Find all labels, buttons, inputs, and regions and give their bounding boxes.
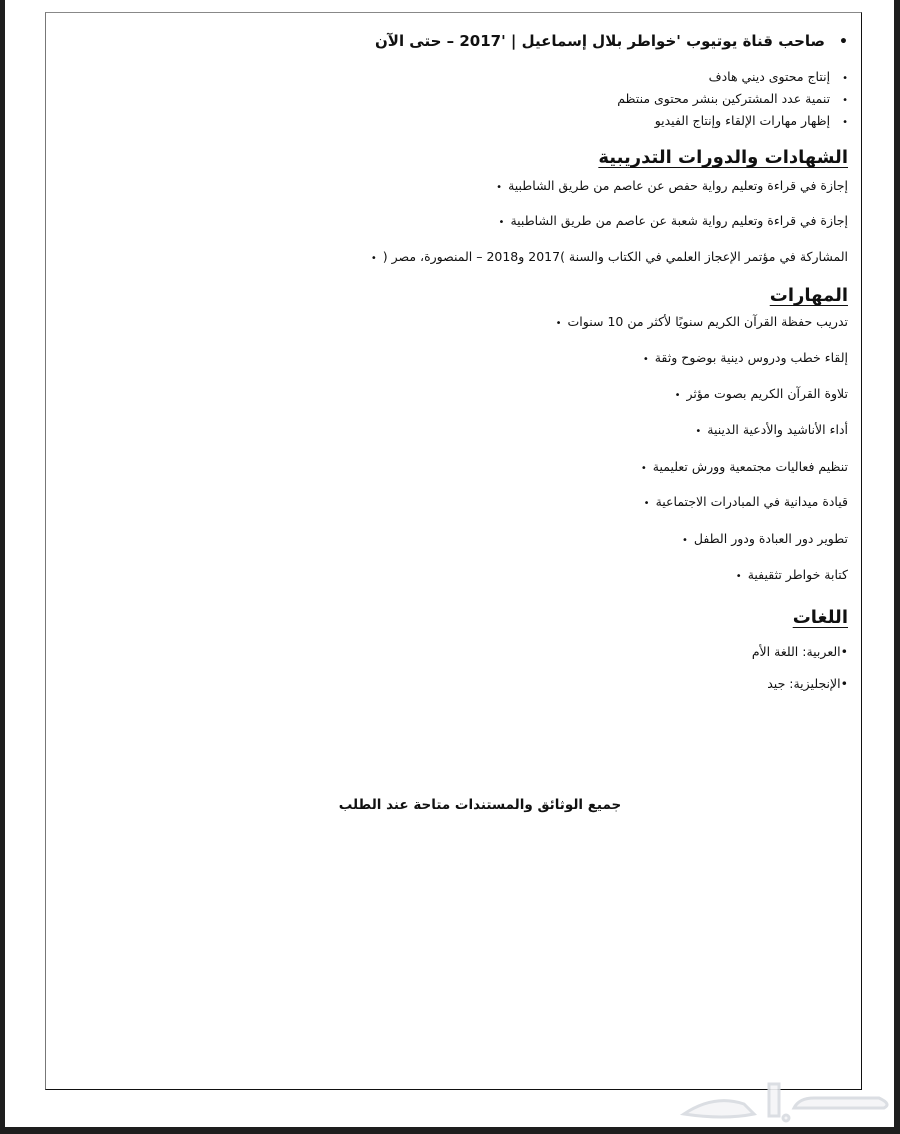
certificate-text: إجازة في قراءة وتعليم رواية حفص عن عاصم من طريق الشاطبية [508, 178, 848, 193]
bullet-icon: • [695, 426, 702, 437]
skill-item [675, 386, 848, 401]
skill-item [641, 459, 848, 474]
skill-text: كتابة خواطر تثقيفية [747, 567, 848, 582]
skill-text: إلقاء خطب ودروس دينية بوضوح وثقة [654, 350, 848, 365]
certificate-item [499, 213, 848, 228]
experience-task [617, 91, 848, 106]
bullet-icon: • [842, 117, 848, 128]
experience-task [655, 113, 848, 128]
bullet-icon: • [643, 498, 650, 509]
haraj-logo-icon [674, 1074, 894, 1124]
certificates-heading: الشهادات والدورات التدريبية [598, 147, 848, 168]
skill-item [682, 531, 848, 546]
certificate-item [496, 178, 848, 193]
bullet-icon: • [642, 354, 649, 365]
bullet-icon: • [498, 217, 505, 228]
skill-item [736, 567, 848, 582]
language-item: •الإنجليزية: جيد [767, 676, 848, 691]
skill-item [644, 494, 848, 509]
bullet-icon: • [842, 95, 848, 106]
skill-text: قيادة ميدانية في المبادرات الاجتماعية [655, 494, 848, 509]
bullet-icon: • [370, 253, 377, 264]
skill-text: تنظيم فعاليات مجتمعية وورش تعليمية [652, 459, 848, 474]
bullet-icon: • [640, 463, 647, 474]
skill-text: تلاوة القرآن الكريم بصوت مؤثر [686, 386, 848, 401]
bullet-icon: • [681, 535, 688, 546]
task-text: إظهار مهارات الإلقاء وإنتاج الفيديو [654, 113, 831, 128]
document-sheet [5, 0, 894, 1127]
experience-title [375, 32, 848, 50]
skill-text: أداء الأناشيد والأدعية الدينية [707, 422, 848, 437]
task-text: تنمية عدد المشتركين بنشر محتوى منتظم [617, 91, 831, 106]
skill-item [695, 422, 848, 437]
languages-heading: اللغات [792, 607, 848, 628]
skill-item [556, 314, 848, 329]
bullet-icon: • [735, 571, 742, 582]
certificate-text: المشاركة في مؤتمر الإعجاز العلمي في الكتاب والسنة )2017 و2018 – المنصورة، مصر ( [382, 249, 848, 264]
skills-heading: المهارات [769, 285, 848, 306]
skill-text: تطوير دور العبادة ودور الطفل [693, 531, 848, 546]
skill-text: تدريب حفظة القرآن الكريم سنويًا لأكثر من 10 سنوات [567, 314, 848, 329]
experience-title-text: صاحب قناة يوتيوب 'خواطر بلال إسماعيل | '2017 – حتى الآن [374, 32, 826, 50]
resume-page [45, 12, 862, 1090]
certificate-text: إجازة في قراءة وتعليم رواية شعبة عن عاصم من طريق الشاطبية [510, 213, 848, 228]
language-item: •العربية: اللغة الأم [751, 644, 848, 659]
documents-available-note: جميع الوثائق والمستندات متاحة عند الطلب [338, 797, 622, 813]
bullet-icon: • [674, 390, 681, 401]
certificate-item [371, 249, 848, 264]
bullet-icon: • [555, 318, 562, 329]
task-text: إنتاج محتوى ديني هادف [708, 69, 831, 84]
bullet-icon: • [496, 182, 503, 193]
bullet-icon: • [842, 73, 848, 84]
skill-item [643, 350, 848, 365]
bullet-icon: • [839, 34, 848, 50]
experience-task [709, 69, 848, 84]
